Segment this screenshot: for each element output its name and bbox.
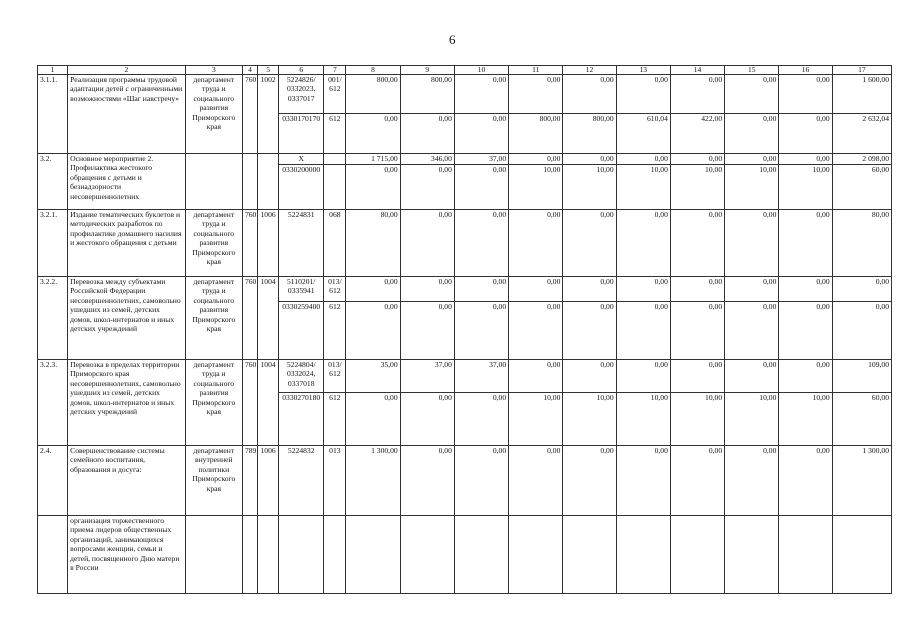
amount-cell: 0,00 — [779, 154, 832, 165]
amount-cell: 0,00 — [725, 210, 779, 277]
amount-cell: 800,00 — [563, 114, 616, 154]
table-row — [38, 360, 892, 393]
table-row — [38, 75, 892, 114]
amount-cell: 0,00 — [779, 302, 832, 360]
amount-cell: 0,00 — [563, 75, 616, 114]
amount-cell: 0,00 — [509, 302, 563, 360]
code-section: 1006 — [258, 210, 279, 277]
header-cell: 15 — [725, 66, 779, 75]
amount-cell: 0,00 — [616, 210, 670, 277]
code-kind: 001/ 612 — [324, 75, 346, 114]
empty-cell — [185, 516, 242, 594]
amount-cell: 1 300,00 — [832, 446, 891, 516]
executor: департамент внутренней политики Приморского края — [185, 446, 242, 516]
empty-cell — [832, 516, 891, 594]
amount-cell: 0,00 — [779, 446, 832, 516]
amount-cell: 0,00 — [400, 210, 454, 277]
amount-cell: 0,00 — [454, 277, 508, 302]
amount-cell: 0,00 — [725, 277, 779, 302]
header-cell: 12 — [563, 66, 616, 75]
amount-cell: 0,00 — [725, 302, 779, 360]
header-cell: 10 — [454, 66, 508, 75]
code-target: 5110201/ 0335941 — [279, 277, 324, 302]
amount-cell: 2 632,04 — [832, 114, 891, 154]
amount-cell: 0,00 — [779, 360, 832, 393]
code-section — [258, 154, 279, 210]
amount-cell: 0,00 — [616, 360, 670, 393]
amount-cell: 0,00 — [670, 302, 724, 360]
amount-cell: 0,00 — [454, 210, 508, 277]
amount-cell: 610,04 — [616, 114, 670, 154]
activity-name: Издание тематических буклетов и методических разработок по профилактике домашнего насилия и жестокого обращения с детьми — [68, 210, 186, 277]
code-grbs: 760 — [242, 210, 257, 277]
code-grbs: 760 — [242, 277, 257, 360]
executor: департамент труда и социального развития Приморского края — [185, 277, 242, 360]
amount-cell: 37,00 — [400, 360, 454, 393]
empty-cell — [670, 516, 724, 594]
header-cell: 4 — [242, 66, 257, 75]
amount-cell: 0,00 — [454, 114, 508, 154]
row-number: 3.2.2. — [38, 277, 68, 360]
amount-cell: 800,00 — [509, 114, 563, 154]
amount-cell: 10,00 — [616, 393, 670, 446]
amount-cell: 0,00 — [832, 302, 891, 360]
code-target: 5224831 — [279, 210, 324, 277]
code-section: 1006 — [258, 446, 279, 516]
amount-cell: 10,00 — [725, 165, 779, 210]
amount-cell: 35,00 — [346, 360, 400, 393]
amount-cell: 1 715,00 — [346, 154, 400, 165]
amount-cell: 0,00 — [563, 302, 616, 360]
amount-cell: 109,00 — [832, 360, 891, 393]
amount-cell: 0,00 — [454, 75, 508, 114]
executor — [185, 154, 242, 210]
table-row — [38, 516, 892, 594]
amount-cell: 0,00 — [346, 165, 400, 210]
amount-cell: 0,00 — [454, 393, 508, 446]
code-grbs: 760 — [242, 360, 257, 446]
table-row — [38, 446, 892, 516]
code-kind: 013/ 612 — [324, 360, 346, 393]
code-kind: 612 — [324, 114, 346, 154]
empty-cell — [725, 516, 779, 594]
amount-cell: 60,00 — [832, 393, 891, 446]
amount-cell: 0,00 — [454, 165, 508, 210]
amount-cell: 422,00 — [670, 114, 724, 154]
code-target: 5224826/ 0332023, 0337017 — [279, 75, 324, 114]
amount-cell: 0,00 — [779, 114, 832, 154]
code-target: 0330200000 — [279, 165, 324, 210]
row-number — [38, 516, 68, 594]
empty-cell — [242, 516, 257, 594]
amount-cell: 0,00 — [725, 446, 779, 516]
amount-cell: 0,00 — [725, 114, 779, 154]
executor: департамент труда и социального развития Приморского края — [185, 210, 242, 277]
code-target: X — [279, 154, 324, 165]
amount-cell: 60,00 — [832, 165, 891, 210]
executor: департамент труда и социального развития Приморского края — [185, 75, 242, 154]
amount-cell: 346,00 — [400, 154, 454, 165]
amount-cell: 0,00 — [670, 154, 724, 165]
amount-cell: 10,00 — [509, 165, 563, 210]
code-grbs — [242, 154, 257, 210]
amount-cell: 1 600,00 — [832, 75, 891, 114]
activity-name: Перевозка между субъектами Российской Федерации несовершеннолетних, самовольно ушедших из семей, детских домов, школ-интернатов и иных детских учреждений — [68, 277, 186, 360]
amount-cell: 0,00 — [400, 165, 454, 210]
row-number: 3.2. — [38, 154, 68, 210]
amount-cell: 0,00 — [400, 114, 454, 154]
amount-cell: 0,00 — [779, 75, 832, 114]
amount-cell: 10,00 — [670, 165, 724, 210]
amount-cell: 0,00 — [670, 360, 724, 393]
amount-cell: 0,00 — [670, 75, 724, 114]
code-kind: 013 — [324, 446, 346, 516]
empty-cell — [324, 516, 346, 594]
amount-cell: 0,00 — [670, 277, 724, 302]
amount-cell: 0,00 — [725, 360, 779, 393]
header-cell: 6 — [279, 66, 324, 75]
amount-cell: 0,00 — [563, 446, 616, 516]
amount-cell: 1 300,00 — [346, 446, 400, 516]
code-target: 0330259400 — [279, 302, 324, 360]
code-target: 5224832 — [279, 446, 324, 516]
amount-cell: 37,00 — [454, 360, 508, 393]
amount-cell: 0,00 — [454, 446, 508, 516]
code-kind: 612 — [324, 393, 346, 446]
empty-cell — [454, 516, 508, 594]
code-kind: 612 — [324, 302, 346, 360]
header-cell: 13 — [616, 66, 670, 75]
code-target: 0330170170 — [279, 114, 324, 154]
amount-cell: 0,00 — [400, 302, 454, 360]
header-cell: 7 — [324, 66, 346, 75]
amount-cell: 0,00 — [616, 277, 670, 302]
empty-cell — [616, 516, 670, 594]
amount-cell: 0,00 — [563, 277, 616, 302]
amount-cell: 0,00 — [779, 277, 832, 302]
amount-cell: 0,00 — [346, 393, 400, 446]
amount-cell: 0,00 — [725, 75, 779, 114]
empty-cell — [279, 516, 324, 594]
row-number: 3.1.1. — [38, 75, 68, 154]
code-target: 5224804/ 0332024, 0337018 — [279, 360, 324, 393]
amount-cell: 0,00 — [509, 360, 563, 393]
code-section: 1002 — [258, 75, 279, 154]
table-row — [38, 154, 892, 165]
empty-cell — [779, 516, 832, 594]
executor: департамент труда и социального развития Приморского края — [185, 360, 242, 446]
amount-cell: 10,00 — [779, 393, 832, 446]
amount-cell: 0,00 — [346, 114, 400, 154]
amount-cell: 800,00 — [346, 75, 400, 114]
amount-cell: 0,00 — [616, 302, 670, 360]
header-cell: 9 — [400, 66, 454, 75]
activity-name: Совершенствование системы семейного воспитания, образования и досуга: — [68, 446, 186, 516]
code-target: 0330270180 — [279, 393, 324, 446]
amount-cell: 0,00 — [509, 75, 563, 114]
amount-cell: 10,00 — [563, 165, 616, 210]
amount-cell: 0,00 — [670, 210, 724, 277]
amount-cell: 10,00 — [779, 165, 832, 210]
amount-cell: 0,00 — [616, 75, 670, 114]
amount-cell: 0,00 — [346, 277, 400, 302]
amount-cell: 10,00 — [563, 393, 616, 446]
amount-cell: 0,00 — [563, 154, 616, 165]
amount-cell: 10,00 — [725, 393, 779, 446]
header-cell: 3 — [185, 66, 242, 75]
empty-cell — [400, 516, 454, 594]
amount-cell: 0,00 — [616, 154, 670, 165]
header-cell: 11 — [509, 66, 563, 75]
amount-cell: 10,00 — [616, 165, 670, 210]
amount-cell: 80,00 — [346, 210, 400, 277]
header-cell: 14 — [670, 66, 724, 75]
amount-cell: 0,00 — [725, 154, 779, 165]
amount-cell: 10,00 — [509, 393, 563, 446]
empty-cell — [509, 516, 563, 594]
activity-name: Перевозка в пределах территории Приморского края несовершеннолетних, самовольно ушедших из семей, детских домов, школ-интернатов и иных детских учреждений — [68, 360, 186, 446]
amount-cell: 37,00 — [454, 154, 508, 165]
code-section: 1004 — [258, 360, 279, 446]
empty-cell — [346, 516, 400, 594]
amount-cell: 0,00 — [346, 302, 400, 360]
amount-cell: 2 098,00 — [832, 154, 891, 165]
amount-cell: 0,00 — [670, 446, 724, 516]
amount-cell: 0,00 — [454, 302, 508, 360]
amount-cell: 0,00 — [509, 154, 563, 165]
header-cell: 2 — [68, 66, 186, 75]
amount-cell: 10,00 — [670, 393, 724, 446]
code-kind: 013/ 612 — [324, 277, 346, 302]
program-table — [37, 65, 892, 594]
header-cell: 5 — [258, 66, 279, 75]
header-cell: 8 — [346, 66, 400, 75]
activity-name: Основное мероприятие 2. Профилактика жестокого обращения с детьми и безнадзорности несовершеннолетних — [68, 154, 186, 210]
code-kind — [324, 165, 346, 210]
empty-cell — [563, 516, 616, 594]
amount-cell: 0,00 — [509, 210, 563, 277]
amount-cell: 0,00 — [400, 277, 454, 302]
amount-cell: 0,00 — [509, 277, 563, 302]
code-grbs: 789 — [242, 446, 257, 516]
amount-cell: 80,00 — [832, 210, 891, 277]
header-row — [38, 66, 892, 75]
code-kind — [324, 154, 346, 165]
activity-name: Реализация программы трудовой адаптации детей с ограниченными возможностями «Шаг навстречу» — [68, 75, 186, 154]
table-row — [38, 210, 892, 277]
empty-cell — [258, 516, 279, 594]
row-number: 3.2.3. — [38, 360, 68, 446]
table-row — [38, 277, 892, 302]
header-cell: 16 — [779, 66, 832, 75]
header-cell: 17 — [832, 66, 891, 75]
page-number: 6 — [449, 32, 456, 47]
amount-cell: 0,00 — [563, 210, 616, 277]
amount-cell: 0,00 — [616, 446, 670, 516]
code-kind: 068 — [324, 210, 346, 277]
amount-cell: 0,00 — [509, 446, 563, 516]
amount-cell: 0,00 — [400, 446, 454, 516]
header-cell: 1 — [38, 66, 68, 75]
code-section: 1004 — [258, 277, 279, 360]
amount-cell: 800,00 — [400, 75, 454, 114]
amount-cell: 0,00 — [779, 210, 832, 277]
amount-cell: 0,00 — [400, 393, 454, 446]
row-number: 3.2.1. — [38, 210, 68, 277]
activity-name: организация торжественного приема лидеров общественных организаций, занимающихся вопросами женщин, семьи и детей, посвященного Дню матери в России — [68, 516, 186, 594]
code-grbs: 760 — [242, 75, 257, 154]
amount-cell: 0,00 — [832, 277, 891, 302]
row-number: 2.4. — [38, 446, 68, 516]
amount-cell: 0,00 — [563, 360, 616, 393]
